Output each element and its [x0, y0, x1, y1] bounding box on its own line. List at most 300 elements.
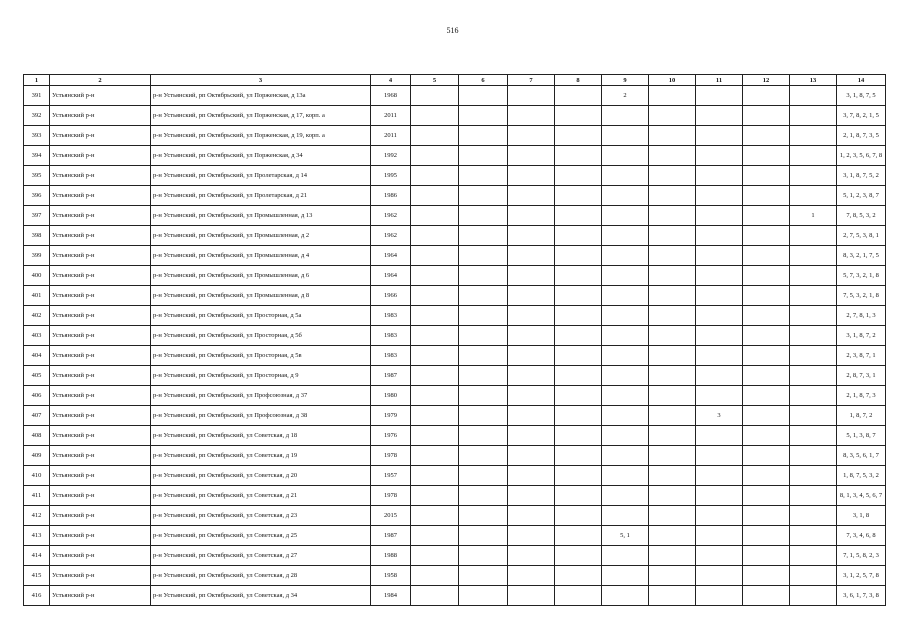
col13-cell	[790, 346, 837, 366]
address-cell: р-н Устьянский, рп Октябрьский, ул Порженская, д 19, корп. а	[151, 126, 371, 146]
col11-cell	[696, 446, 743, 466]
col7-cell	[508, 246, 555, 266]
table-row	[24, 86, 886, 106]
table-body	[24, 86, 886, 606]
col8-cell	[555, 246, 602, 266]
col12-cell	[743, 126, 790, 146]
address-cell: р-н Устьянский, рп Октябрьский, ул Советская, д 27	[151, 546, 371, 566]
col12-cell	[743, 366, 790, 386]
row-number-cell: 405	[24, 366, 50, 386]
col8-cell	[555, 406, 602, 426]
col5-cell	[411, 106, 459, 126]
col13-cell	[790, 506, 837, 526]
table-row	[24, 446, 886, 466]
row-number-cell: 400	[24, 266, 50, 286]
col9-cell	[602, 266, 649, 286]
district-cell: Устьянский р-н	[50, 526, 151, 546]
col9-cell	[602, 346, 649, 366]
table-row	[24, 186, 886, 206]
col13-cell: 1	[790, 206, 837, 226]
col6-cell	[459, 306, 508, 326]
table-row	[24, 126, 886, 146]
address-cell: р-н Устьянский, рп Октябрьский, ул Просторная, д 5б	[151, 326, 371, 346]
year-cell: 1987	[371, 526, 411, 546]
col6-cell	[459, 286, 508, 306]
year-cell: 1962	[371, 206, 411, 226]
col8-cell	[555, 306, 602, 326]
district-cell: Устьянский р-н	[50, 306, 151, 326]
col6-cell	[459, 166, 508, 186]
col10-cell	[649, 446, 696, 466]
address-cell: р-н Устьянский, рп Октябрьский, ул Порженская, д 17, корп. а	[151, 106, 371, 126]
col10-cell	[649, 186, 696, 206]
row-number-cell: 416	[24, 586, 50, 606]
col11-cell	[696, 526, 743, 546]
address-cell: р-н Устьянский, рп Октябрьский, ул Промышленная, д 4	[151, 246, 371, 266]
col9-cell	[602, 146, 649, 166]
col13-cell	[790, 586, 837, 606]
col10-cell	[649, 546, 696, 566]
year-cell: 1964	[371, 266, 411, 286]
col14-cell: 3, 1, 8, 7, 5	[837, 86, 886, 106]
col5-cell	[411, 366, 459, 386]
col5-cell	[411, 486, 459, 506]
row-number-cell: 406	[24, 386, 50, 406]
col10-cell	[649, 286, 696, 306]
district-cell: Устьянский р-н	[50, 146, 151, 166]
col6-cell	[459, 346, 508, 366]
year-cell: 1992	[371, 146, 411, 166]
col9-cell	[602, 546, 649, 566]
year-cell: 1987	[371, 366, 411, 386]
col14-cell: 3, 1, 2, 5, 7, 8	[837, 566, 886, 586]
col13-cell	[790, 406, 837, 426]
col8-cell	[555, 446, 602, 466]
column-header: 9	[602, 75, 649, 86]
district-cell: Устьянский р-н	[50, 266, 151, 286]
col11-cell: 3	[696, 406, 743, 426]
table-row	[24, 346, 886, 366]
col7-cell	[508, 386, 555, 406]
col14-cell: 3, 7, 8, 2, 1, 5	[837, 106, 886, 126]
col13-cell	[790, 186, 837, 206]
col12-cell	[743, 246, 790, 266]
col10-cell	[649, 226, 696, 246]
col11-cell	[696, 426, 743, 446]
col14-cell: 2, 7, 5, 3, 8, 1	[837, 226, 886, 246]
col5-cell	[411, 146, 459, 166]
row-number-cell: 413	[24, 526, 50, 546]
col5-cell	[411, 286, 459, 306]
col9-cell	[602, 566, 649, 586]
col9-cell	[602, 326, 649, 346]
col6-cell	[459, 206, 508, 226]
col7-cell	[508, 106, 555, 126]
col5-cell	[411, 566, 459, 586]
col11-cell	[696, 326, 743, 346]
col5-cell	[411, 246, 459, 266]
col10-cell	[649, 566, 696, 586]
col6-cell	[459, 106, 508, 126]
col5-cell	[411, 266, 459, 286]
col9-cell	[602, 286, 649, 306]
col6-cell	[459, 426, 508, 446]
col14-cell: 1, 8, 7, 2	[837, 406, 886, 426]
col7-cell	[508, 366, 555, 386]
col10-cell	[649, 266, 696, 286]
district-cell: Устьянский р-н	[50, 286, 151, 306]
col13-cell	[790, 526, 837, 546]
col5-cell	[411, 406, 459, 426]
col14-cell: 5, 1, 3, 8, 7	[837, 426, 886, 446]
col11-cell	[696, 86, 743, 106]
col11-cell	[696, 306, 743, 326]
year-cell: 1976	[371, 426, 411, 446]
col14-cell: 5, 1, 2, 3, 8, 7	[837, 186, 886, 206]
col7-cell	[508, 186, 555, 206]
column-header: 11	[696, 75, 743, 86]
address-cell: р-н Устьянский, рп Октябрьский, ул Советская, д 34	[151, 586, 371, 606]
col14-cell: 5, 7, 3, 2, 1, 8	[837, 266, 886, 286]
col14-cell: 7, 1, 5, 8, 2, 3	[837, 546, 886, 566]
col9-cell	[602, 386, 649, 406]
address-cell: р-н Устьянский, рп Октябрьский, ул Советская, д 21	[151, 486, 371, 506]
col10-cell	[649, 106, 696, 126]
table-row	[24, 106, 886, 126]
col12-cell	[743, 146, 790, 166]
year-cell: 1958	[371, 566, 411, 586]
col7-cell	[508, 526, 555, 546]
col7-cell	[508, 286, 555, 306]
col7-cell	[508, 506, 555, 526]
col10-cell	[649, 306, 696, 326]
col11-cell	[696, 346, 743, 366]
col8-cell	[555, 166, 602, 186]
district-cell: Устьянский р-н	[50, 406, 151, 426]
table-row	[24, 506, 886, 526]
col10-cell	[649, 206, 696, 226]
col12-cell	[743, 446, 790, 466]
col6-cell	[459, 506, 508, 526]
col7-cell	[508, 346, 555, 366]
col8-cell	[555, 426, 602, 446]
col9-cell: 5, 1	[602, 526, 649, 546]
table-row	[24, 566, 886, 586]
col14-cell: 7, 8, 5, 3, 2	[837, 206, 886, 226]
col5-cell	[411, 426, 459, 446]
col12-cell	[743, 266, 790, 286]
col14-cell: 8, 3, 5, 6, 1, 7	[837, 446, 886, 466]
row-number-cell: 407	[24, 406, 50, 426]
col13-cell	[790, 546, 837, 566]
col14-cell: 2, 7, 8, 1, 3	[837, 306, 886, 326]
col14-cell: 3, 1, 8, 7, 2	[837, 326, 886, 346]
col13-cell	[790, 286, 837, 306]
col11-cell	[696, 386, 743, 406]
col12-cell	[743, 86, 790, 106]
year-cell: 1983	[371, 326, 411, 346]
col12-cell	[743, 106, 790, 126]
col11-cell	[696, 286, 743, 306]
table-row	[24, 326, 886, 346]
col9-cell	[602, 466, 649, 486]
col6-cell	[459, 466, 508, 486]
col5-cell	[411, 346, 459, 366]
col10-cell	[649, 166, 696, 186]
col9-cell	[602, 226, 649, 246]
col6-cell	[459, 366, 508, 386]
col13-cell	[790, 266, 837, 286]
table-row	[24, 286, 886, 306]
address-cell: р-н Устьянский, рп Октябрьский, ул Порженская, д 13а	[151, 86, 371, 106]
table-row	[24, 526, 886, 546]
table-header	[24, 75, 886, 86]
col7-cell	[508, 126, 555, 146]
address-cell: р-н Устьянский, рп Октябрьский, ул Пролетарская, д 14	[151, 166, 371, 186]
col12-cell	[743, 406, 790, 426]
col8-cell	[555, 266, 602, 286]
col6-cell	[459, 266, 508, 286]
col9-cell	[602, 586, 649, 606]
year-cell: 1984	[371, 586, 411, 606]
col6-cell	[459, 226, 508, 246]
col13-cell	[790, 566, 837, 586]
col7-cell	[508, 446, 555, 466]
year-cell: 2011	[371, 126, 411, 146]
row-number-cell: 411	[24, 486, 50, 506]
col11-cell	[696, 486, 743, 506]
col13-cell	[790, 306, 837, 326]
column-header: 8	[555, 75, 602, 86]
col6-cell	[459, 546, 508, 566]
col7-cell	[508, 226, 555, 246]
col9-cell	[602, 186, 649, 206]
address-cell: р-н Устьянский, рп Октябрьский, ул Промышленная, д 2	[151, 226, 371, 246]
col8-cell	[555, 126, 602, 146]
year-cell: 1980	[371, 386, 411, 406]
col14-cell: 8, 1, 3, 4, 5, 6, 7	[837, 486, 886, 506]
year-cell: 1986	[371, 186, 411, 206]
col12-cell	[743, 486, 790, 506]
col5-cell	[411, 546, 459, 566]
registry-table	[23, 74, 886, 606]
row-number-cell: 415	[24, 566, 50, 586]
table-row	[24, 166, 886, 186]
col10-cell	[649, 86, 696, 106]
district-cell: Устьянский р-н	[50, 226, 151, 246]
col9-cell	[602, 426, 649, 446]
col9-cell	[602, 126, 649, 146]
col14-cell: 2, 8, 7, 3, 1	[837, 366, 886, 386]
col9-cell	[602, 446, 649, 466]
column-header: 10	[649, 75, 696, 86]
col14-cell: 7, 5, 3, 2, 1, 8	[837, 286, 886, 306]
column-header: 3	[151, 75, 371, 86]
district-cell: Устьянский р-н	[50, 326, 151, 346]
page-number: 516	[446, 26, 459, 35]
district-cell: Устьянский р-н	[50, 366, 151, 386]
col7-cell	[508, 326, 555, 346]
district-cell: Устьянский р-н	[50, 186, 151, 206]
col8-cell	[555, 586, 602, 606]
year-cell: 1995	[371, 166, 411, 186]
col13-cell	[790, 226, 837, 246]
col6-cell	[459, 406, 508, 426]
district-cell: Устьянский р-н	[50, 586, 151, 606]
address-cell: р-н Устьянский, рп Октябрьский, ул Просторная, д 9	[151, 366, 371, 386]
district-cell: Устьянский р-н	[50, 466, 151, 486]
year-cell: 1978	[371, 486, 411, 506]
col12-cell	[743, 466, 790, 486]
col7-cell	[508, 466, 555, 486]
col10-cell	[649, 326, 696, 346]
col9-cell	[602, 306, 649, 326]
col11-cell	[696, 166, 743, 186]
year-cell: 1966	[371, 286, 411, 306]
col12-cell	[743, 306, 790, 326]
district-cell: Устьянский р-н	[50, 126, 151, 146]
table-row	[24, 306, 886, 326]
col11-cell	[696, 206, 743, 226]
address-cell: р-н Устьянский, рп Октябрьский, ул Просторная, д 5а	[151, 306, 371, 326]
column-header: 4	[371, 75, 411, 86]
col6-cell	[459, 246, 508, 266]
row-number-cell: 398	[24, 226, 50, 246]
col5-cell	[411, 386, 459, 406]
address-cell: р-н Устьянский, рп Октябрьский, ул Промышленная, д 8	[151, 286, 371, 306]
col8-cell	[555, 146, 602, 166]
col7-cell	[508, 206, 555, 226]
col10-cell	[649, 506, 696, 526]
col8-cell	[555, 326, 602, 346]
col13-cell	[790, 486, 837, 506]
col9-cell	[602, 486, 649, 506]
district-cell: Устьянский р-н	[50, 386, 151, 406]
address-cell: р-н Устьянский, рп Октябрьский, ул Советская, д 20	[151, 466, 371, 486]
address-cell: р-н Устьянский, рп Октябрьский, ул Порженская, д 34	[151, 146, 371, 166]
col8-cell	[555, 206, 602, 226]
col5-cell	[411, 186, 459, 206]
district-cell: Устьянский р-н	[50, 246, 151, 266]
district-cell: Устьянский р-н	[50, 86, 151, 106]
row-number-cell: 396	[24, 186, 50, 206]
col5-cell	[411, 446, 459, 466]
year-cell: 1962	[371, 226, 411, 246]
col12-cell	[743, 506, 790, 526]
row-number-cell: 409	[24, 446, 50, 466]
col11-cell	[696, 106, 743, 126]
district-cell: Устьянский р-н	[50, 486, 151, 506]
row-number-cell: 395	[24, 166, 50, 186]
col11-cell	[696, 146, 743, 166]
column-header: 6	[459, 75, 508, 86]
col12-cell	[743, 166, 790, 186]
header-row	[24, 75, 886, 86]
col7-cell	[508, 406, 555, 426]
col5-cell	[411, 506, 459, 526]
col5-cell	[411, 306, 459, 326]
col7-cell	[508, 166, 555, 186]
table-row	[24, 226, 886, 246]
address-cell: р-н Устьянский, рп Октябрьский, ул Промышленная, д 6	[151, 266, 371, 286]
table-row	[24, 486, 886, 506]
district-cell: Устьянский р-н	[50, 506, 151, 526]
col11-cell	[696, 266, 743, 286]
col10-cell	[649, 426, 696, 446]
col6-cell	[459, 566, 508, 586]
year-cell: 1988	[371, 546, 411, 566]
table-row	[24, 246, 886, 266]
col14-cell: 3, 6, 1, 7, 3, 8	[837, 586, 886, 606]
col11-cell	[696, 366, 743, 386]
column-header: 2	[50, 75, 151, 86]
district-cell: Устьянский р-н	[50, 206, 151, 226]
col8-cell	[555, 286, 602, 306]
col13-cell	[790, 426, 837, 446]
column-header: 7	[508, 75, 555, 86]
table-row	[24, 546, 886, 566]
col6-cell	[459, 586, 508, 606]
col11-cell	[696, 586, 743, 606]
col5-cell	[411, 326, 459, 346]
col12-cell	[743, 226, 790, 246]
row-number-cell: 401	[24, 286, 50, 306]
col5-cell	[411, 526, 459, 546]
col12-cell	[743, 206, 790, 226]
col9-cell	[602, 246, 649, 266]
year-cell: 1983	[371, 306, 411, 326]
col8-cell	[555, 106, 602, 126]
col5-cell	[411, 166, 459, 186]
col14-cell: 1, 8, 7, 5, 3, 2	[837, 466, 886, 486]
table-row	[24, 426, 886, 446]
year-cell: 1983	[371, 346, 411, 366]
row-number-cell: 412	[24, 506, 50, 526]
col12-cell	[743, 326, 790, 346]
col10-cell	[649, 126, 696, 146]
column-header: 14	[837, 75, 886, 86]
row-number-cell: 394	[24, 146, 50, 166]
col7-cell	[508, 486, 555, 506]
col10-cell	[649, 526, 696, 546]
col12-cell	[743, 526, 790, 546]
col9-cell	[602, 366, 649, 386]
col8-cell	[555, 366, 602, 386]
col12-cell	[743, 386, 790, 406]
year-cell: 2011	[371, 106, 411, 126]
col7-cell	[508, 566, 555, 586]
col14-cell: 1, 2, 3, 5, 6, 7, 8	[837, 146, 886, 166]
col7-cell	[508, 306, 555, 326]
col8-cell	[555, 506, 602, 526]
col9-cell	[602, 166, 649, 186]
col5-cell	[411, 226, 459, 246]
col10-cell	[649, 486, 696, 506]
district-cell: Устьянский р-н	[50, 106, 151, 126]
row-number-cell: 414	[24, 546, 50, 566]
address-cell: р-н Устьянский, рп Октябрьский, ул Советская, д 19	[151, 446, 371, 466]
col8-cell	[555, 526, 602, 546]
col5-cell	[411, 206, 459, 226]
col9-cell	[602, 506, 649, 526]
year-cell: 1957	[371, 466, 411, 486]
col13-cell	[790, 166, 837, 186]
col13-cell	[790, 366, 837, 386]
year-cell: 1968	[371, 86, 411, 106]
row-number-cell: 392	[24, 106, 50, 126]
col5-cell	[411, 586, 459, 606]
col12-cell	[743, 546, 790, 566]
